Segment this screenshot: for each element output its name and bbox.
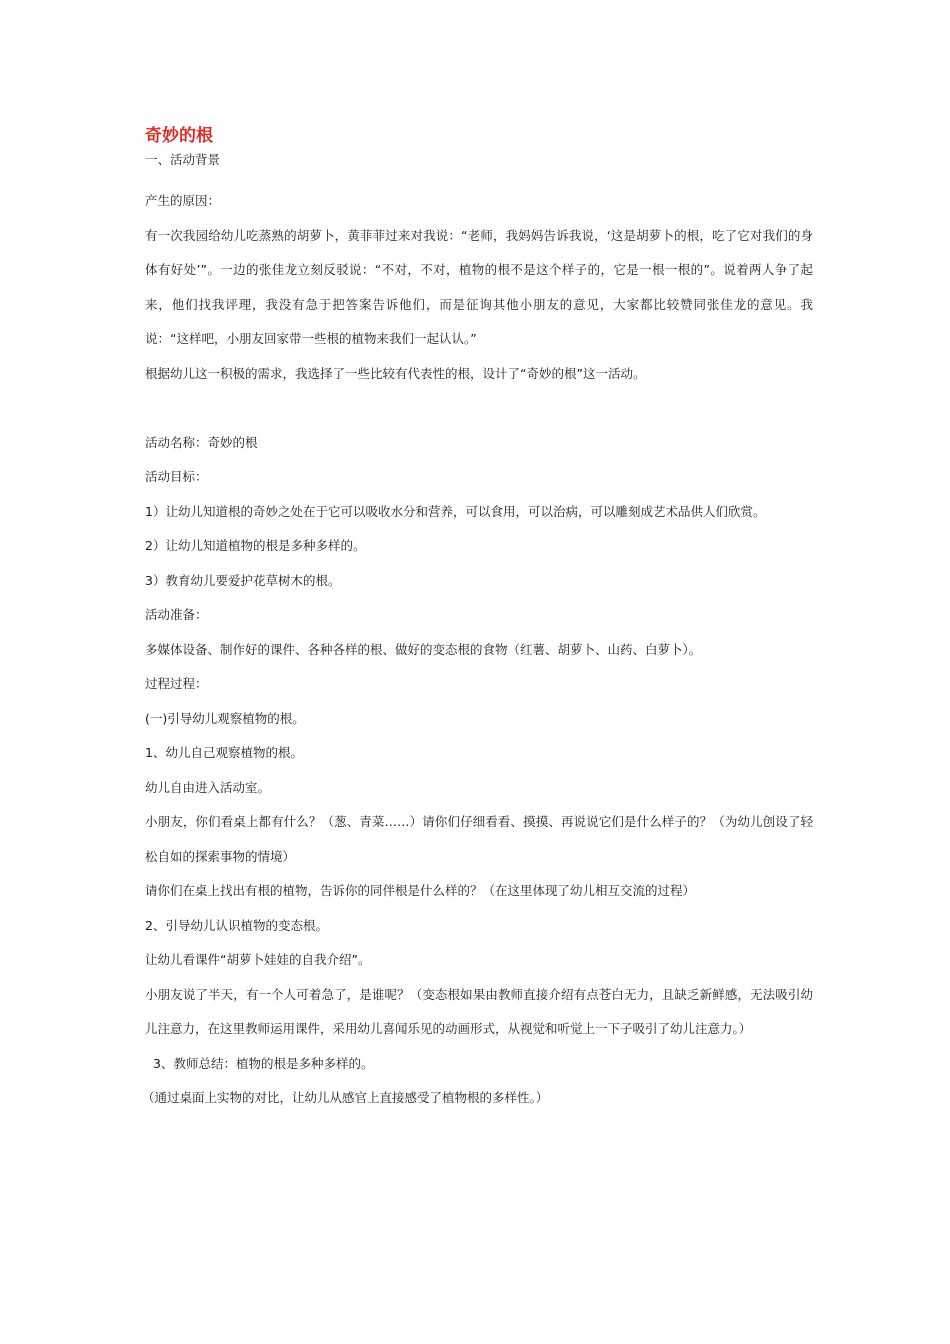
paragraph: 活动名称：奇妙的根 xyxy=(145,434,258,450)
paragraph: 活动目标： xyxy=(145,469,208,484)
blank-line xyxy=(145,391,813,426)
paragraph: 幼儿自由进入活动室。 xyxy=(145,779,271,795)
paragraph: 3、教师总结：植物的根是多种多样的。 xyxy=(153,1055,374,1071)
paragraph: 多媒体设备、制作好的课件、各种各样的根、做好的变态根的食物（红薯、胡萝卜、山药、白萝卜）。 xyxy=(145,641,702,657)
list-item: 1）让幼儿知道根的奇妙之处在于它可以吸收水分和营养，可以食用，可以治病，可以雕刻成艺术品供人们欣赏。 xyxy=(145,503,766,519)
paragraph: 产生的原因： xyxy=(145,193,221,208)
paragraph: 请你们在桌上找出有根的植物，告诉你的同伴根是什么样的？（在这里体现了幼儿相互交流的过程） xyxy=(145,883,696,898)
paragraph: 2、引导幼儿认识植物的变态根。 xyxy=(145,917,328,933)
paragraph: 小朋友，你们看桌上都有什么？（葱、青菜……）请你们仔细看看、摸摸、再说说它们是什么样子的？（为幼儿创设了轻松自如的探索事物的情境） xyxy=(145,814,813,864)
document-page xyxy=(142,122,813,1116)
section-heading-background: 一、活动背景 xyxy=(145,152,221,167)
paragraph: 小朋友说了半天，有一个人可着急了，是谁呢？（变态根如果由教师直接介绍有点苍白无力，且缺乏新鲜感，无法吸引幼儿注意力，在这里教师运用课件，采用幼儿喜闻乐见的动画形式，从视觉和听觉上一下子吸引了幼儿注意力。） xyxy=(145,986,813,1036)
list-item: 2）让幼儿知道植物的根是多种多样的。 xyxy=(145,538,366,553)
paragraph: 让幼儿看课件“胡萝卜娃娃的自我介绍”。 xyxy=(145,952,371,967)
paragraph: 1、幼儿自己观察植物的根。 xyxy=(145,745,303,760)
paragraph: 活动准备： xyxy=(145,607,208,622)
document-title: 奇妙的根 xyxy=(145,126,213,146)
paragraph: （通过桌面上实物的对比，让幼儿从感官上直接感受了植物根的多样性。） xyxy=(142,1090,549,1105)
list-item: 3）教育幼儿要爱护花草树木的根。 xyxy=(145,572,341,588)
paragraph: (一)引导幼儿观察植物的根。 xyxy=(145,710,305,726)
paragraph: 根据幼儿这一积极的需求，我选择了一些比较有代表性的根，设计了“奇妙的根”这一活动。 xyxy=(145,365,646,381)
paragraph: 过程过程： xyxy=(145,676,208,691)
paragraph: 有一次我园给幼儿吃蒸熟的胡萝卜，黄菲菲过来对我说：“老师，我妈妈告诉我说，‘这是胡萝卜的根，吃了它对我们的身体有好处’”。一边的张佳龙立刻反驳说：“不对，不对，植物的根不是这个样子的，它是一根一根的”。说着两人争了起来，他们找我评理，我没有急于把答案告诉他们，而是征询其他小朋友的意见，大家都比较赞同张佳龙的意见。我说：“这样吧，小朋友回家带一些根的植物来我们一起认认。” xyxy=(145,227,813,346)
